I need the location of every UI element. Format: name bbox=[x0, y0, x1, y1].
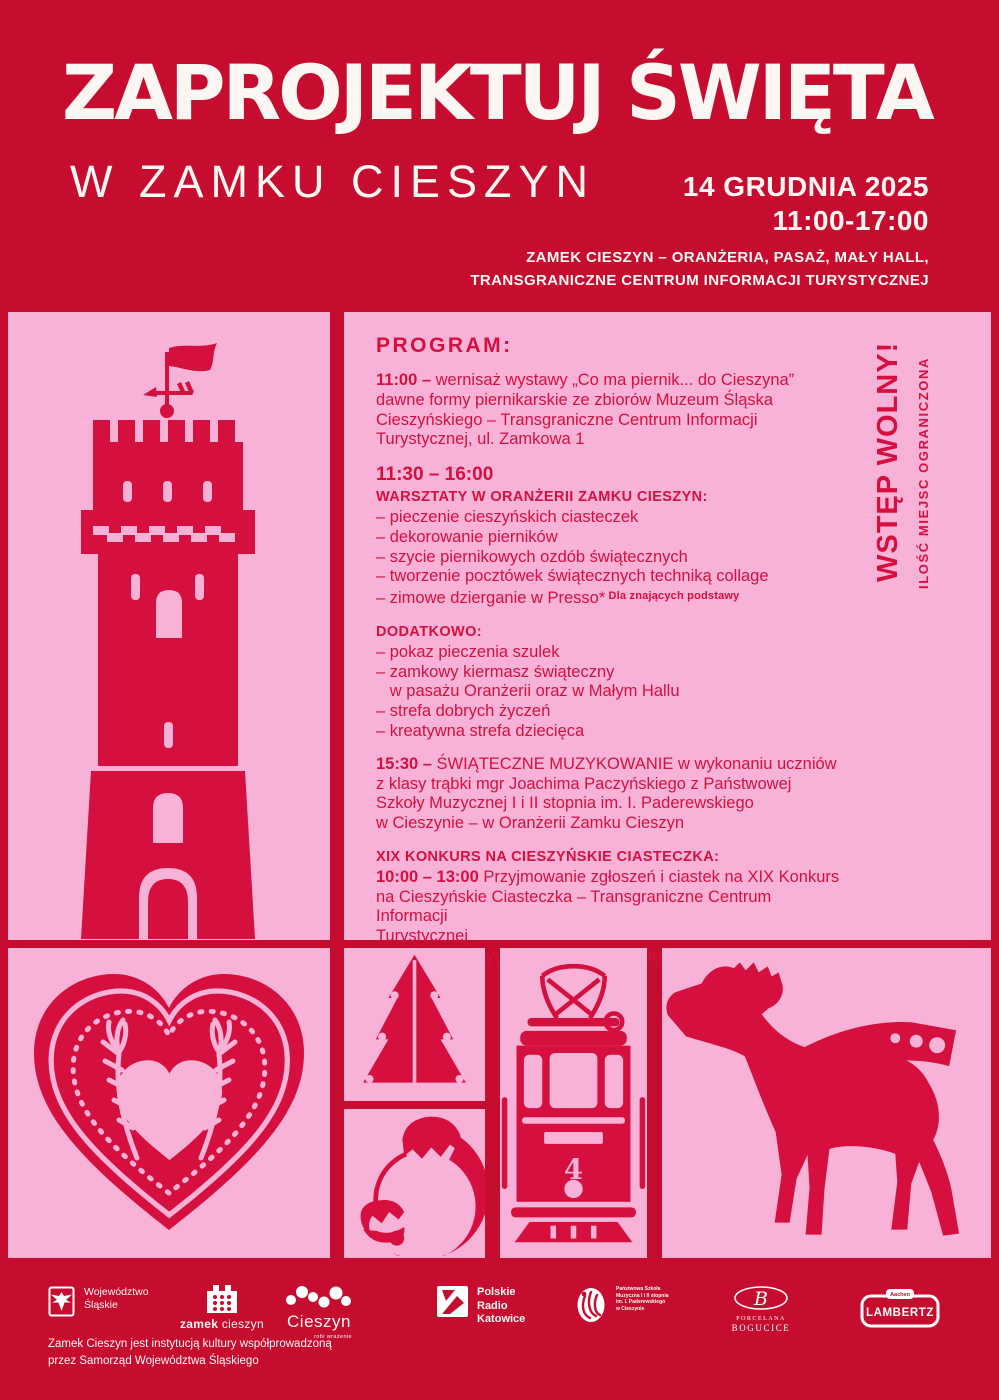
event-subtitle: W ZAMKU CIESZYN bbox=[70, 156, 596, 207]
deer-panel bbox=[662, 948, 991, 1258]
program-line: w Cieszynie – w Oranżerii Zamku Cieszyn bbox=[376, 814, 685, 833]
program-line: – strefa dobrych życzeń bbox=[376, 702, 551, 721]
program-line: – tworzenie pocztówek świątecznych techniką collage bbox=[376, 567, 769, 586]
footer-note bbox=[48, 1336, 332, 1370]
deer-illustration bbox=[662, 948, 991, 1258]
cieszyn-dots-icon bbox=[286, 1284, 352, 1310]
lambertz-top-label: Aachen bbox=[890, 1292, 910, 1299]
program-section bbox=[376, 463, 841, 609]
szulka-pastry-illustration bbox=[344, 1111, 485, 1256]
heart-panel bbox=[8, 948, 330, 1258]
program-line: Szkoły Muzycznej I i II stopnia im. I. Paderewskiego bbox=[376, 794, 754, 813]
wojewodztwo-line-1: Województwo bbox=[84, 1286, 149, 1298]
wojewodztwo-line-2: Śląskie bbox=[84, 1299, 118, 1311]
poster-header bbox=[0, 0, 999, 312]
program-line: DODATKOWO: bbox=[376, 623, 483, 640]
radio-line-1: Polskie bbox=[477, 1286, 516, 1298]
castle-grid-icon bbox=[206, 1284, 238, 1314]
program-line: – dekorowanie pierników bbox=[376, 527, 558, 546]
program-section bbox=[376, 755, 841, 834]
footer-note-line-2: przez Samorząd Województwa Śląskiego bbox=[48, 1355, 259, 1367]
folk-heart-illustration bbox=[19, 958, 319, 1248]
venue-line-1: ZAMEK CIESZYN – ORANŻERIA, PASAŻ, MAŁY HALL, bbox=[526, 249, 929, 266]
program-line: 11:30 – 16:00 bbox=[376, 464, 494, 486]
program-line: 15:30 – ŚWIĄTECZNE MUZYKOWANIE w wykonaniu uczniów bbox=[376, 754, 837, 773]
psm-line-1: Państwowa Szkoła bbox=[616, 1286, 661, 1292]
lambertz-logo bbox=[860, 1288, 940, 1328]
program-line: 10:00 – 13:00 Przyjmowanie zgłoszeń i ciastek na XIX Konkurs bbox=[376, 867, 840, 886]
program-line: WARSZTATY W ORANŻERII ZAMKU CIESZYN: bbox=[376, 489, 708, 506]
lambertz-label: LAMBERTZ bbox=[865, 1307, 935, 1319]
pastry-panel bbox=[344, 1109, 485, 1258]
program-sections bbox=[376, 371, 841, 967]
program-section bbox=[376, 622, 841, 742]
radio-line-3: Katowice bbox=[477, 1313, 526, 1325]
psm-line-2: Muzyczna I i II stopnia bbox=[616, 1292, 669, 1299]
psm-line-3: im. I. Paderewskiego bbox=[616, 1299, 666, 1305]
admission-note-small: ILOŚĆ MIEJSC OGRANICZONA bbox=[916, 357, 931, 589]
zamek-label-rest: cieszyn bbox=[218, 1317, 264, 1331]
program-line: rozstrzygnięcie bbox=[436, 946, 547, 965]
footer-note-line-1: Zamek Cieszyn jest instytucją kultury współprowadzoną bbox=[48, 1338, 332, 1350]
psm-monogram-icon bbox=[575, 1286, 607, 1324]
bogucice-line-2: BOGUCICE bbox=[731, 1323, 791, 1333]
zamek-label-bold: zamek bbox=[180, 1317, 219, 1331]
event-date: 14 GRUDNIA 2025 bbox=[682, 171, 929, 202]
program-line: dawne formy piernikarskie ze zbiorów Muzeum Śląska bbox=[376, 390, 774, 409]
polskie-radio-katowice-logo bbox=[437, 1286, 525, 1327]
program-section bbox=[376, 371, 841, 450]
poster-footer bbox=[0, 1258, 999, 1400]
tram-panel bbox=[500, 948, 647, 1258]
event-datetime bbox=[683, 170, 929, 238]
program-line: Turystycznej, ul. Zamkowa 1 bbox=[376, 430, 585, 449]
tree-panel bbox=[344, 948, 485, 1101]
tram-number: 4 bbox=[563, 1153, 584, 1186]
event-venue bbox=[470, 246, 929, 292]
radio-k-icon bbox=[437, 1286, 468, 1317]
event-title: ZAPROJEKTUJ ŚWIĘTA bbox=[62, 48, 932, 137]
bogucice-monogram-icon bbox=[728, 1286, 794, 1334]
plywood-tree-illustration bbox=[347, 952, 482, 1098]
silesia-eagle-icon bbox=[48, 1286, 75, 1317]
program-line: 11:00 – wernisaż wystawy „Co ma piernik... do Cieszyna” bbox=[376, 371, 795, 389]
venue-line-2: TRANSGRANICZNE CENTRUM INFORMACJI TURYSTYCZNEJ bbox=[470, 272, 929, 289]
psm-line-4: w Cieszynie bbox=[616, 1305, 645, 1312]
program-line: na Cieszyńskie Ciasteczka – Transgraniczne Centrum Informacji bbox=[376, 887, 776, 926]
program-line: – zamkowy kiermasz świąteczny bbox=[376, 662, 615, 681]
program-line: w pasażu Oranżerii oraz w Małym Hallu bbox=[376, 682, 680, 701]
program-line: – zimowe dzierganie w Presso* $^{Dla znających podstawy}$ bbox=[376, 589, 740, 608]
program-line: – szycie piernikowych ozdób świątecznych bbox=[376, 547, 688, 566]
lambertz-badge-icon bbox=[860, 1288, 940, 1328]
program-heading: PROGRAM: bbox=[376, 334, 513, 357]
szkola-muzyczna-logo bbox=[575, 1286, 669, 1324]
wojewodztwo-slaskie-logo bbox=[48, 1286, 149, 1317]
program-line: – pieczenie cieszyńskich ciasteczek bbox=[376, 507, 639, 526]
program-line: – pokaz pieczenia szulek bbox=[376, 642, 560, 661]
program-line: Turystycznej bbox=[376, 927, 468, 946]
program-line: – kreatywna strefa dziecięca bbox=[376, 721, 585, 740]
program-line: z klasy trąbki mgr Joachima Paczyńskiego z Państwowej bbox=[376, 774, 792, 793]
program-line: Cieszyńskiego – Transgraniczne Centrum Informacji bbox=[376, 410, 758, 429]
tower-panel bbox=[8, 312, 330, 940]
cieszyn-city-logo bbox=[286, 1284, 352, 1340]
event-time: 11:00-17:00 bbox=[772, 205, 929, 236]
piast-tower-illustration bbox=[52, 338, 284, 940]
cieszyn-label: Cieszyn bbox=[287, 1312, 351, 1331]
radio-line-2: Radio bbox=[477, 1299, 508, 1312]
zamek-cieszyn-logo bbox=[180, 1284, 264, 1331]
program-panel bbox=[344, 312, 991, 965]
admission-note-big: WSTĘP WOLNY! bbox=[872, 341, 904, 582]
cieszyn-tagline: robi wrażenie bbox=[314, 1334, 352, 1340]
bogucice-monogram: B bbox=[754, 1288, 768, 1310]
program-line: XIX KONKURS NA CIESZYŃSKIE CIASTECZKA: bbox=[376, 848, 720, 865]
bogucice-line-1: PORCELANA bbox=[736, 1315, 786, 1322]
tram-illustration bbox=[500, 956, 647, 1251]
porcelana-bogucice-logo bbox=[728, 1286, 794, 1334]
